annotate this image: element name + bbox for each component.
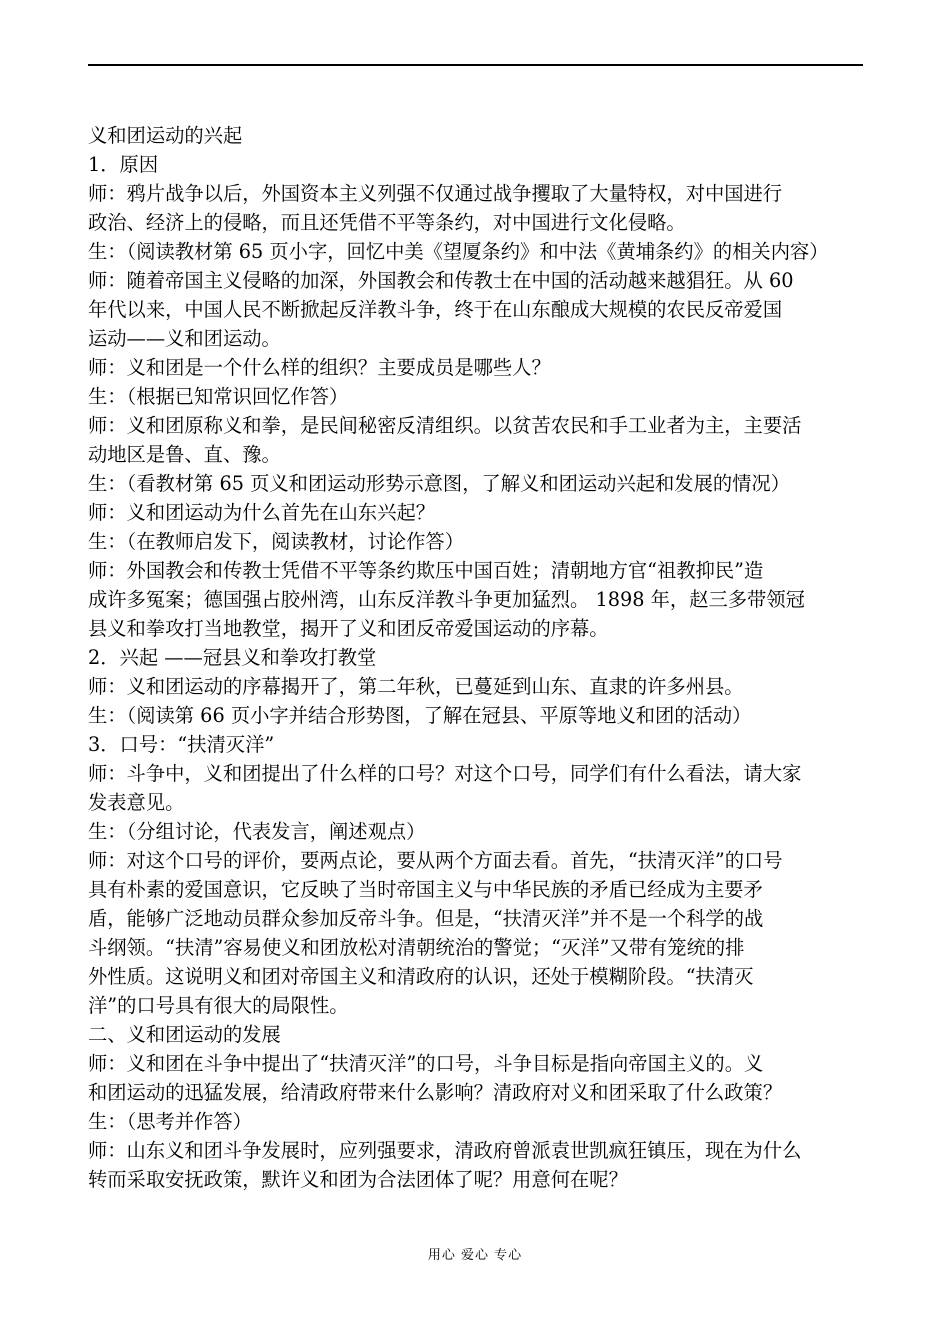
subsection-heading: 2．兴起 ——冠县义和拳攻打教堂 bbox=[88, 646, 377, 669]
text-line: 师：义和团是一个什么样的组织？主要成员是哪些人？ bbox=[88, 356, 551, 379]
text-line: 生：（阅读第 66 页小字并结合形势图，了解在冠县、平原等地义和团的活动） bbox=[88, 704, 752, 727]
text-line: 生：（根据已知常识回忆作答） bbox=[88, 385, 349, 408]
text-line: 和团运动的迅猛发展，给清政府带来什么影响？清政府对义和团采取了什么政策？ bbox=[88, 1081, 783, 1104]
text-line: 师：义和团运动为什么首先在山东兴起？ bbox=[88, 501, 436, 524]
text-line: 师：对这个口号的评价，要两点论，要从两个方面去看。首先，“扶清灭洋”的口号 bbox=[88, 849, 783, 872]
section-heading: 二、义和团运动的发展 bbox=[88, 1023, 281, 1046]
text-line: 发表意见。 bbox=[88, 791, 185, 814]
page-footer: 用心 爱心 专心 bbox=[427, 1248, 523, 1263]
subsection-heading: 1．原因 bbox=[88, 153, 159, 176]
text-line: 动地区是鲁、直、豫。 bbox=[88, 443, 281, 466]
text-line: 转而采取安抚政策，默许义和团为合法团体了呢？用意何在呢？ bbox=[88, 1168, 628, 1191]
text-line: 运动——义和团运动。 bbox=[88, 327, 281, 350]
text-line: 年代以来，中国人民不断掀起反洋教斗争，终于在山东酿成大规模的农民反帝爱国 bbox=[88, 298, 783, 321]
header-rule bbox=[88, 64, 863, 66]
text-line: 师：义和团原称义和拳，是民间秘密反清组织。以贫苦农民和手工业者为主，主要活 bbox=[88, 414, 802, 437]
text-line: 师：义和团在斗争中提出了“扶清灭洋”的口号，斗争目标是指向帝国主义的。义 bbox=[88, 1052, 764, 1075]
text-line: 具有朴素的爱国意识，它反映了当时帝国主义与中华民族的矛盾已经成为主要矛 bbox=[88, 878, 763, 901]
text-line: 生：（在教师启发下，阅读教材，讨论作答） bbox=[88, 530, 464, 553]
subsection-heading: 3．口号：“扶清灭洋” bbox=[88, 733, 275, 756]
text-line: 师：鸦片战争以后，外国资本主义列强不仅通过战争攫取了大量特权，对中国进行 bbox=[88, 182, 783, 205]
text-line: 成许多冤案；德国强占胶州湾，山东反洋教斗争更加猛烈。 1898 年，赵三多带领冠 bbox=[88, 588, 805, 611]
text-line: 洋”的口号具有很大的局限性。 bbox=[88, 994, 349, 1017]
section-title: 义和团运动的兴起 bbox=[88, 124, 243, 147]
text-line: 外性质。这说明义和团对帝国主义和清政府的认识，还处于模糊阶段。“扶清灭 bbox=[88, 965, 754, 988]
text-line: 师：斗争中，义和团提出了什么样的口号？对这个口号，同学们有什么看法，请大家 bbox=[88, 762, 802, 785]
text-line: 生：（分组讨论，代表发言，阐述观点） bbox=[88, 820, 426, 843]
text-line: 师：外国教会和传教士凭借不平等条约欺压中国百姓；清朝地方官“祖教抑民”造 bbox=[88, 559, 764, 582]
text-line: 生：（看教材第 65 页义和团运动形势示意图，了解义和团运动兴起和发展的情况） bbox=[88, 472, 790, 495]
text-line: 盾，能够广泛地动员群众参加反帝斗争。但是，“扶清灭洋”并不是一个科学的战 bbox=[88, 907, 764, 930]
text-line: 师：随着帝国主义侵略的加深，外国教会和传教士在中国的活动越来越猖狂。从 60 bbox=[88, 269, 794, 292]
text-line: 师：山东义和团斗争发展时，应列强要求，清政府曾派袁世凯疯狂镇压，现在为什么 bbox=[88, 1139, 802, 1162]
text-line: 县义和拳攻打当地教堂，揭开了义和团反帝爱国运动的序幕。 bbox=[88, 617, 609, 640]
text-line: 生：（思考并作答） bbox=[88, 1110, 252, 1133]
text-line: 斗纲领。“扶清”容易使义和团放松对清朝统治的警觉；“灭洋”又带有笼统的排 bbox=[88, 936, 745, 959]
text-line: 政治、经济上的侵略，而且还凭借不平等条约，对中国进行文化侵略。 bbox=[88, 211, 686, 234]
text-line: 师：义和团运动的序幕揭开了，第二年秋，已蔓延到山东、直隶的许多州县。 bbox=[88, 675, 744, 698]
document-body bbox=[88, 121, 866, 1194]
text-line: 生：（阅读教材第 65 页小字，回忆中美《望厦条约》和中法《黄埔条约》的相关内容） bbox=[88, 240, 829, 263]
